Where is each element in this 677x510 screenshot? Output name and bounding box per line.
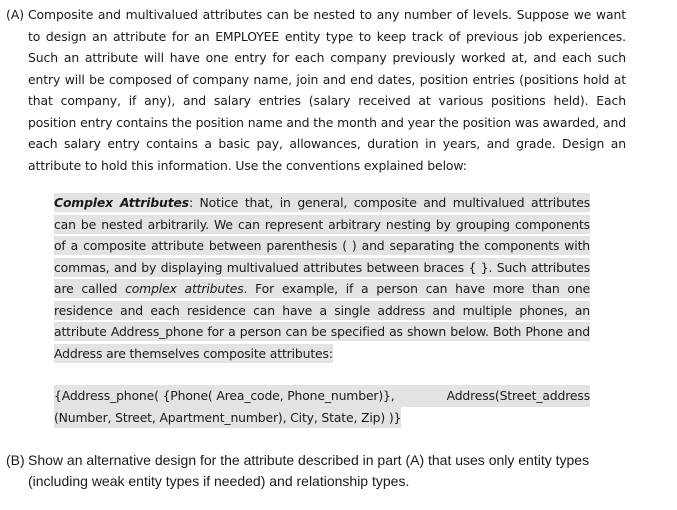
example-line-1-right: Address(Street_address [446, 388, 590, 403]
example-line-1-left: {Address_phone( {Phone( Area_code, Phone_number)}, [54, 388, 395, 403]
part-b-text: Show an alternative design for the attribute described in part (A) that uses only entity types (including weak entity types if needed) and relationship types. [28, 452, 590, 489]
part-a-label: (A) [6, 7, 25, 22]
question-part-a [6, 4, 626, 176]
excerpt-text-1: : Notice that, in general, composite and multivalued attributes can be nested arbitrarily. We can represent arbitrary nesting by grouping components of a composite attribute between parenthesis ( ) and separating the components with commas, and by displaying multivalued attributes between braces { }. Such attributes are called [54, 195, 590, 296]
question-part-b [6, 450, 646, 492]
complex-attributes-excerpt [54, 192, 590, 364]
example-line-2: (Number, Street, Apartment_number), City, State, Zip) )} [54, 407, 401, 429]
excerpt-term: Complex Attributes [54, 195, 189, 210]
part-b-label: (B) [6, 452, 25, 468]
example-line-1 [54, 385, 590, 407]
address-phone-example [54, 385, 590, 428]
excerpt-text-2: . For example, if a person can have more than one residence and each residence can have a single address and multiple phones, an attribute Address_phone for a person can be specified as shown below. Both Phone and Address are themselves composite attributes: [54, 281, 591, 361]
part-a-text: Composite and multivalued attributes can be nested to any number of levels. Suppose we want to design an attribute for an EMPLOYEE entity type to keep track of previous job experiences. Such an attribute will have one entry for each company previously worked at, and each such entry will be composed of company name, join and end dates, position entries (positions hold at that company, if any), and salary entries (salary received at various positions held). Each position entry contains the position name and the month and year the position was awarded, and each salary entry contains a basic pay, allowances, duration in years, and grade. Design an attribute to hold this information. Use the conventions explained below: [28, 7, 626, 173]
excerpt-italic-term: complex attributes [125, 281, 244, 296]
